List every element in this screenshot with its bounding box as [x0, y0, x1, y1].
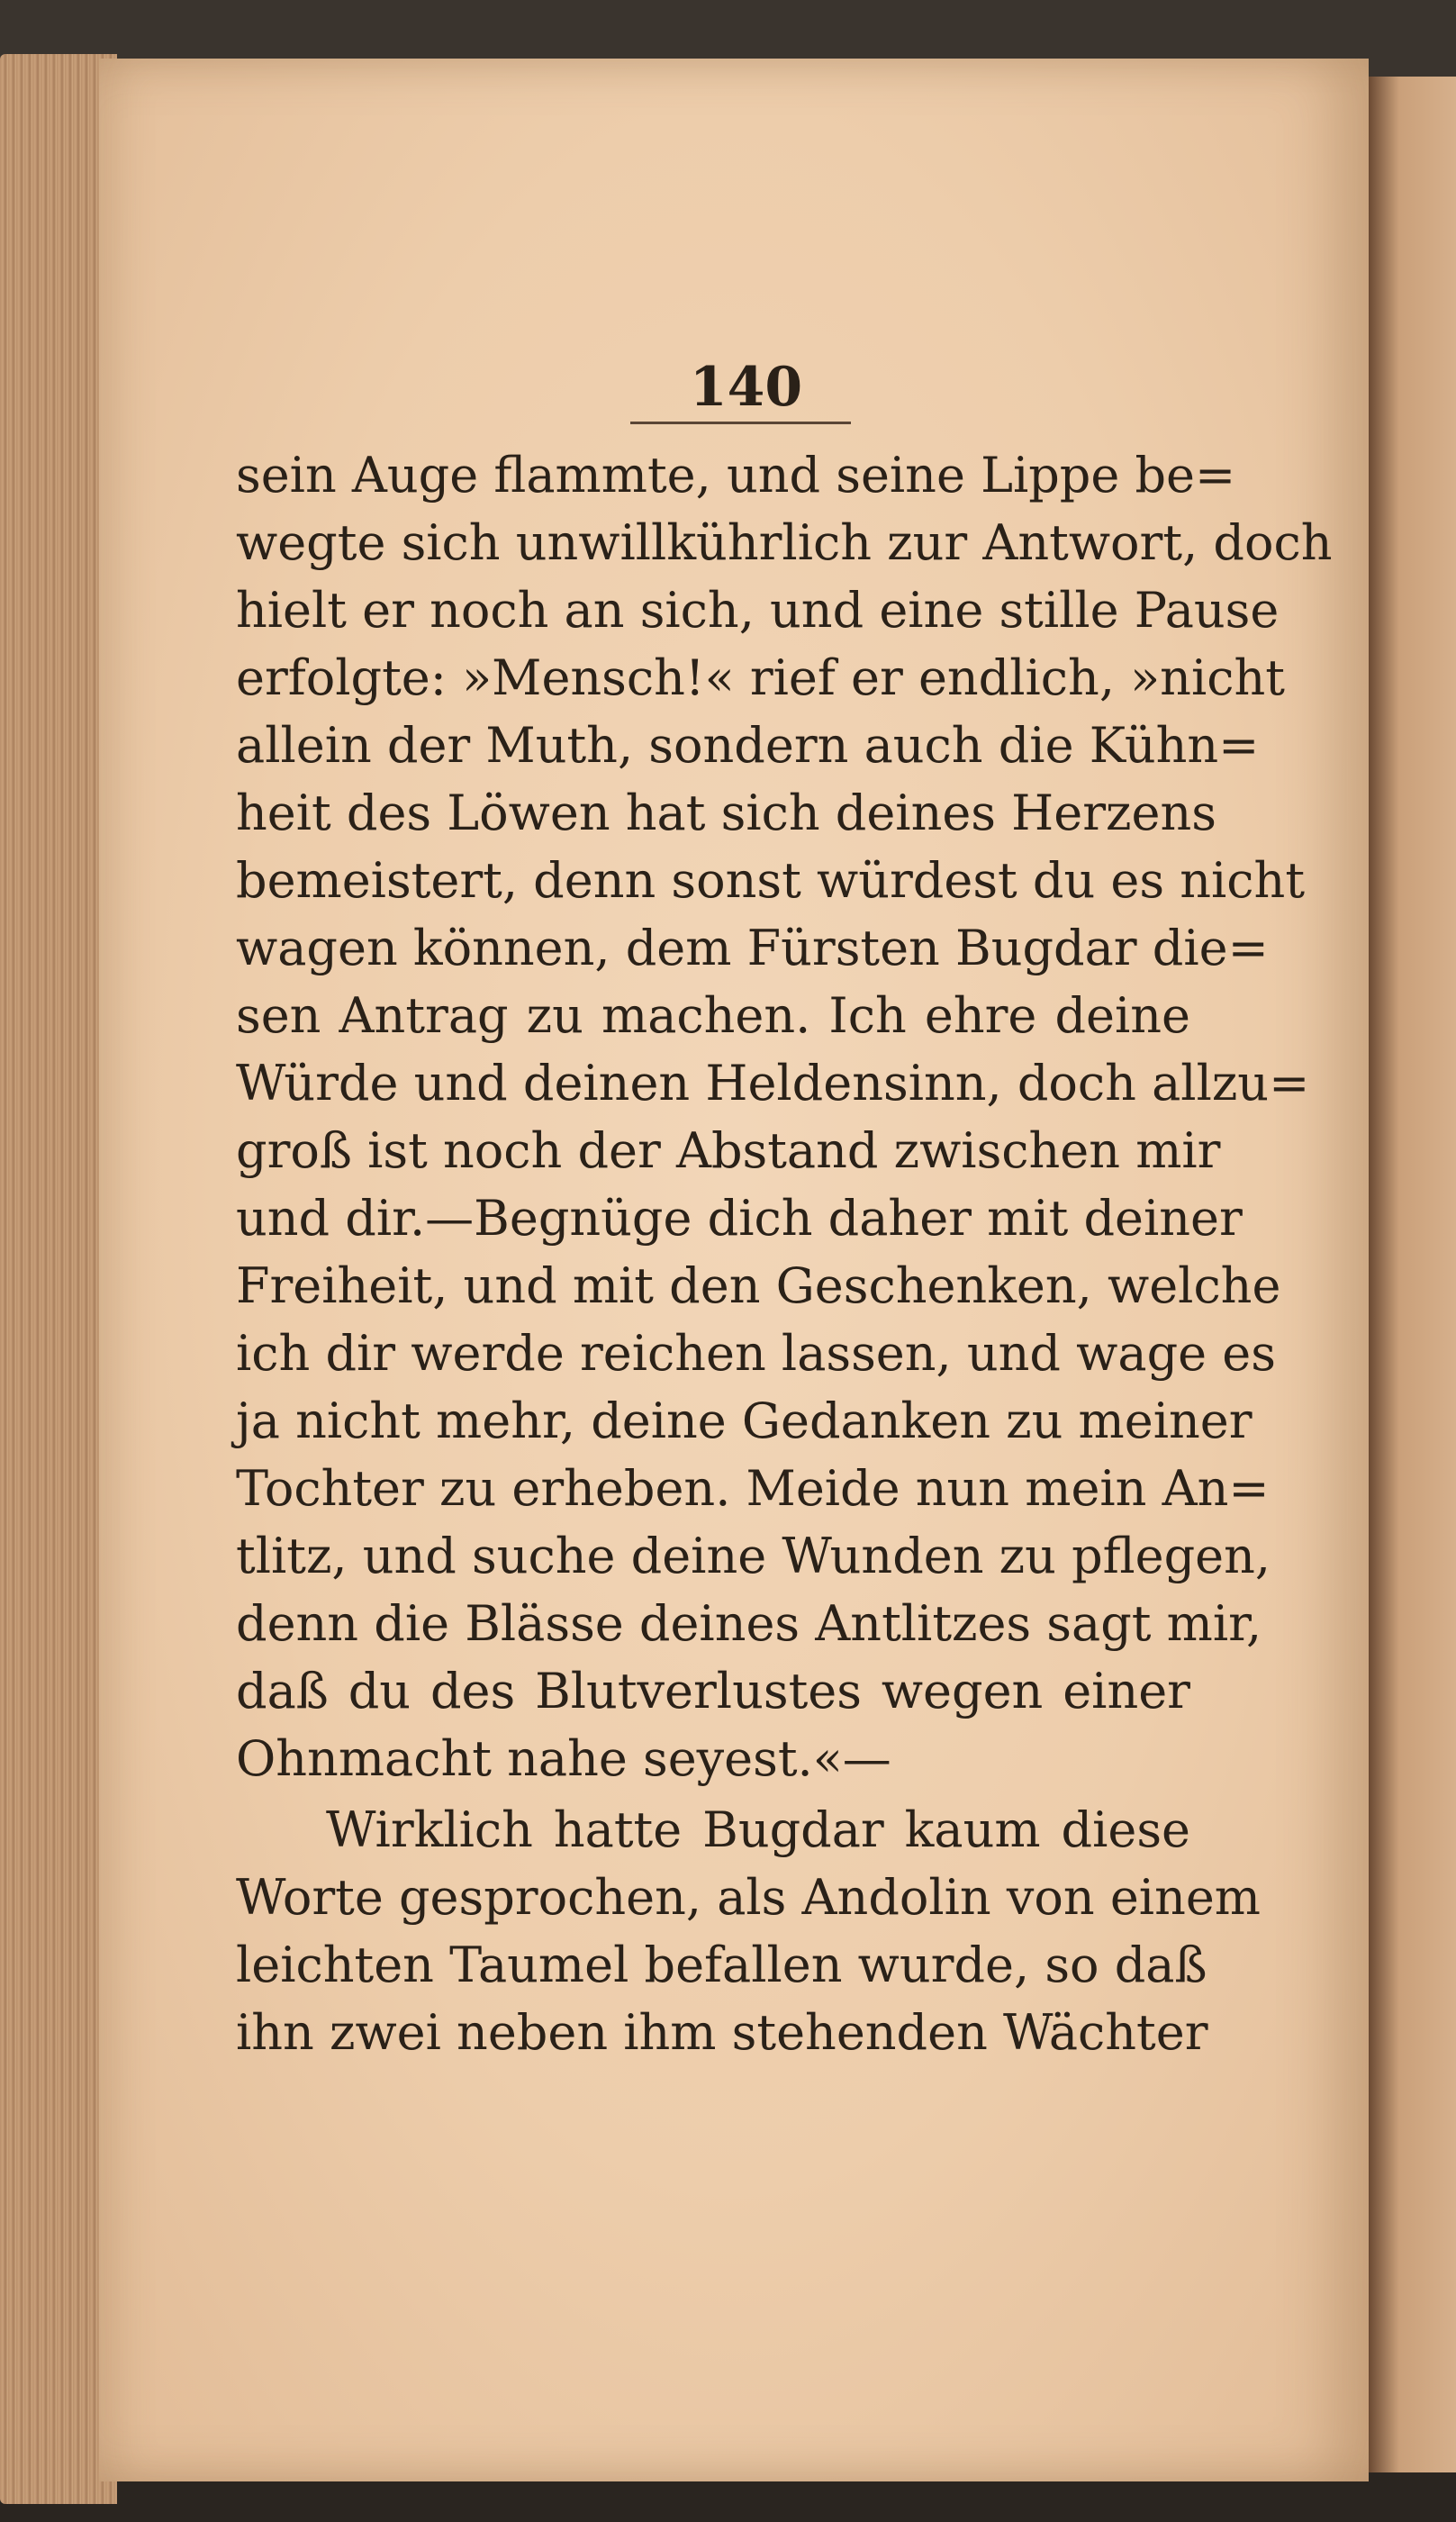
text-line: denn die Blässe deines Antlitzes sagt mir,	[236, 1595, 1262, 1652]
text-line: Freiheit, und mit den Geschenken, welche	[236, 1257, 1281, 1314]
text-line: tlitz, und suche deine Wunden zu pflegen,	[236, 1528, 1271, 1584]
text-line: daß du des Blutverlustes wegen einer	[236, 1663, 1190, 1719]
facing-page-edge	[1369, 77, 1456, 2472]
text-line: ihn zwei neben ihm stehenden Wächter	[236, 2004, 1208, 2061]
text-line: wagen können, dem Fürsten Bugdar die=	[236, 920, 1269, 976]
text-line: Ohnmacht nahe seyest.«—	[236, 1730, 891, 1787]
text-line: leichten Taumel befallen wurde, so daß	[236, 1937, 1207, 1993]
text-line: Worte gesprochen, als Andolin von einem	[236, 1869, 1262, 1926]
text-line: erfolgte: »Mensch!« rief er endlich, »nicht	[236, 649, 1285, 706]
text-line: Würde und deinen Heldensinn, doch allzu=	[236, 1055, 1310, 1111]
text-line: ja nicht mehr, deine Gedanken zu meiner	[236, 1393, 1253, 1449]
body-text	[236, 441, 1333, 2066]
page-number: 140	[689, 356, 803, 419]
text-line: bemeistert, denn sonst würdest du es nicht	[236, 852, 1306, 909]
text-line: hielt er noch an sich, und eine stille Pause	[236, 582, 1280, 639]
text-line: Wirklich hatte Bugdar kaum diese	[326, 1801, 1190, 1858]
text-line: Tochter zu erheben. Meide nun mein An=	[236, 1460, 1270, 1517]
text-line: und dir.—Begnüge dich daher mit deiner	[236, 1190, 1243, 1247]
text-line: sein Auge flammte, und seine Lippe be=	[236, 447, 1236, 503]
text-line: ich dir werde reichen lassen, und wage es	[236, 1325, 1276, 1382]
text-line: heit des Löwen hat sich deines Herzens	[236, 785, 1216, 841]
text-line: groß ist noch der Abstand zwischen mir	[236, 1122, 1221, 1179]
text-line: wegte sich unwillkührlich zur Antwort, doch	[236, 514, 1333, 571]
header-rule	[630, 422, 851, 424]
text-line: allein der Muth, sondern auch die Kühn=	[236, 717, 1260, 774]
text-line: sen Antrag zu machen. Ich ehre deine	[236, 987, 1190, 1044]
